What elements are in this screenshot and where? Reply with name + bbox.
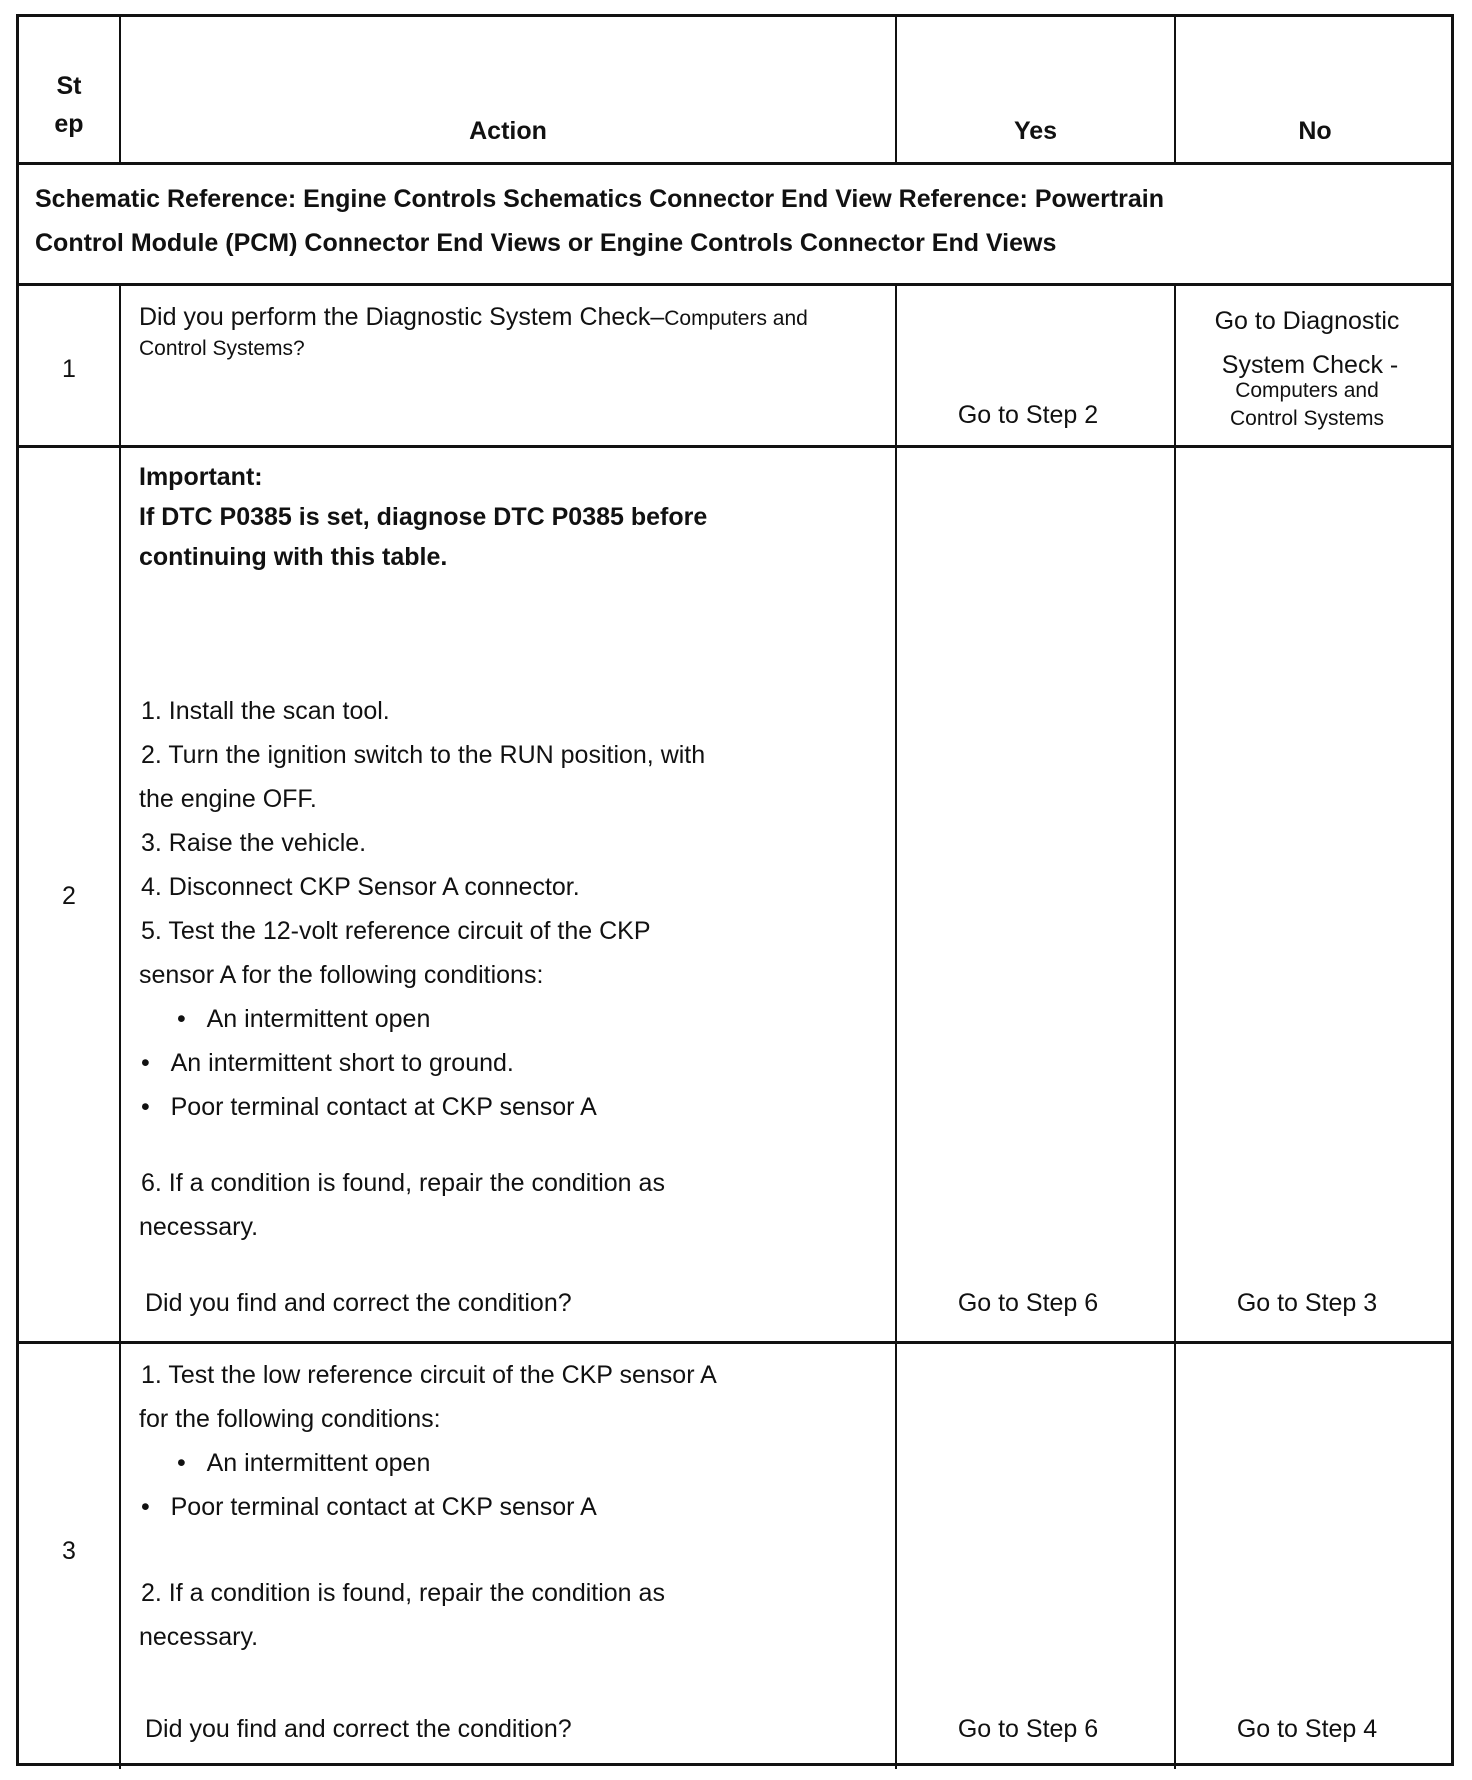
bullet-icon: • <box>141 1049 150 1077</box>
header-divider <box>19 162 1451 165</box>
row2-yes-link[interactable]: Go to Step 6 <box>957 1289 1099 1317</box>
bullet-icon: • <box>141 1093 150 1121</box>
important-line1: If DTC P0385 is set, diagnose DTC P0385 before <box>139 503 708 531</box>
row1-action <box>139 299 889 363</box>
row2-step: 2 <box>62 882 76 910</box>
header-no: No <box>1298 117 1332 145</box>
row1-yes-link[interactable]: Go to Step 2 <box>957 401 1099 429</box>
row3-yes-link[interactable]: Go to Step 6 <box>957 1715 1099 1743</box>
important-label: Important: <box>139 463 263 491</box>
reference-line2: Control Module (PCM) Connector End Views or Engine Controls Connector End Views <box>35 229 1057 257</box>
row2-action <box>139 457 889 1249</box>
row1-step: 1 <box>62 355 76 383</box>
row1-no-line3: Computers and <box>1235 379 1379 402</box>
row3-item-2: 2. If a condition is found, repair the condition as <box>141 1579 665 1607</box>
row3-item-1: 1. Test the low reference circuit of the CKP sensor A <box>141 1361 717 1389</box>
row1-action-small: Computers and <box>664 307 808 330</box>
row2-question: Did you find and correct the condition? <box>145 1289 572 1317</box>
row2-item-4: 4. Disconnect CKP Sensor A connector. <box>141 873 580 901</box>
row1-no-line1: Go to Diagnostic <box>1214 307 1400 335</box>
header-step-line2: ep <box>54 110 84 138</box>
row2-item-2: 2. Turn the ignition switch to the RUN position, with <box>141 741 706 769</box>
bullet-icon: • <box>177 1449 186 1477</box>
row3-question: Did you find and correct the condition? <box>145 1715 572 1743</box>
row1-divider <box>19 445 1451 448</box>
row2-item-1: 1. Install the scan tool. <box>141 697 390 725</box>
row1-no-link[interactable] <box>1176 299 1438 433</box>
row2-item-3: 3. Raise the vehicle. <box>141 829 367 857</box>
reference-line1: Schematic Reference: Engine Controls Schematics Connector End View Reference: Powertrain <box>35 185 1165 213</box>
schematic-reference <box>35 177 1435 265</box>
row2-item-5: 5. Test the 12-volt reference circuit of the CKP <box>141 917 651 945</box>
row3-item-2-cont: necessary. <box>139 1623 259 1651</box>
col-divider-step-body <box>119 283 121 1769</box>
row1-no-line4: Control Systems <box>1229 407 1385 430</box>
row3-bullet-1: • An intermittent open <box>177 1449 431 1477</box>
row2-item-6-cont: necessary. <box>139 1213 259 1241</box>
row1-no-line2: System Check - <box>1221 351 1399 379</box>
reference-divider <box>19 283 1451 286</box>
col-divider-yes-body <box>1174 283 1176 1769</box>
row3-bullet-2: • Poor terminal contact at CKP sensor A <box>141 1493 597 1521</box>
bullet-icon: • <box>177 1005 186 1033</box>
header-step <box>19 67 119 143</box>
row2-bullet-3: • Poor terminal contact at CKP sensor A <box>141 1093 597 1121</box>
row2-bullet-2: • An intermittent short to ground. <box>141 1049 514 1077</box>
row3-action <box>139 1353 889 1659</box>
row2-no-link[interactable]: Go to Step 3 <box>1236 1289 1378 1317</box>
row2-item-5-cont: sensor A for the following conditions: <box>139 961 544 989</box>
row3-item-1-cont: for the following conditions: <box>139 1405 441 1433</box>
row2-item-6: 6. If a condition is found, repair the condition as <box>141 1169 665 1197</box>
header-step-line1: St <box>56 72 82 100</box>
diagnostic-table <box>16 14 1454 1766</box>
row3-step: 3 <box>62 1537 76 1565</box>
header-yes: Yes <box>1013 117 1058 145</box>
row3-no-link[interactable]: Go to Step 4 <box>1236 1715 1378 1743</box>
col-divider-action-body <box>895 283 897 1769</box>
row1-action-main: Did you perform the Diagnostic System Check– <box>139 303 665 331</box>
row2-divider <box>19 1341 1451 1344</box>
bullet-icon: • <box>141 1493 150 1521</box>
important-line2: continuing with this table. <box>139 543 448 571</box>
row2-item-2-cont: the engine OFF. <box>139 785 317 813</box>
row2-bullet-1: • An intermittent open <box>177 1005 431 1033</box>
header-action: Action <box>469 117 547 145</box>
row1-action-line2: Control Systems? <box>139 337 305 360</box>
